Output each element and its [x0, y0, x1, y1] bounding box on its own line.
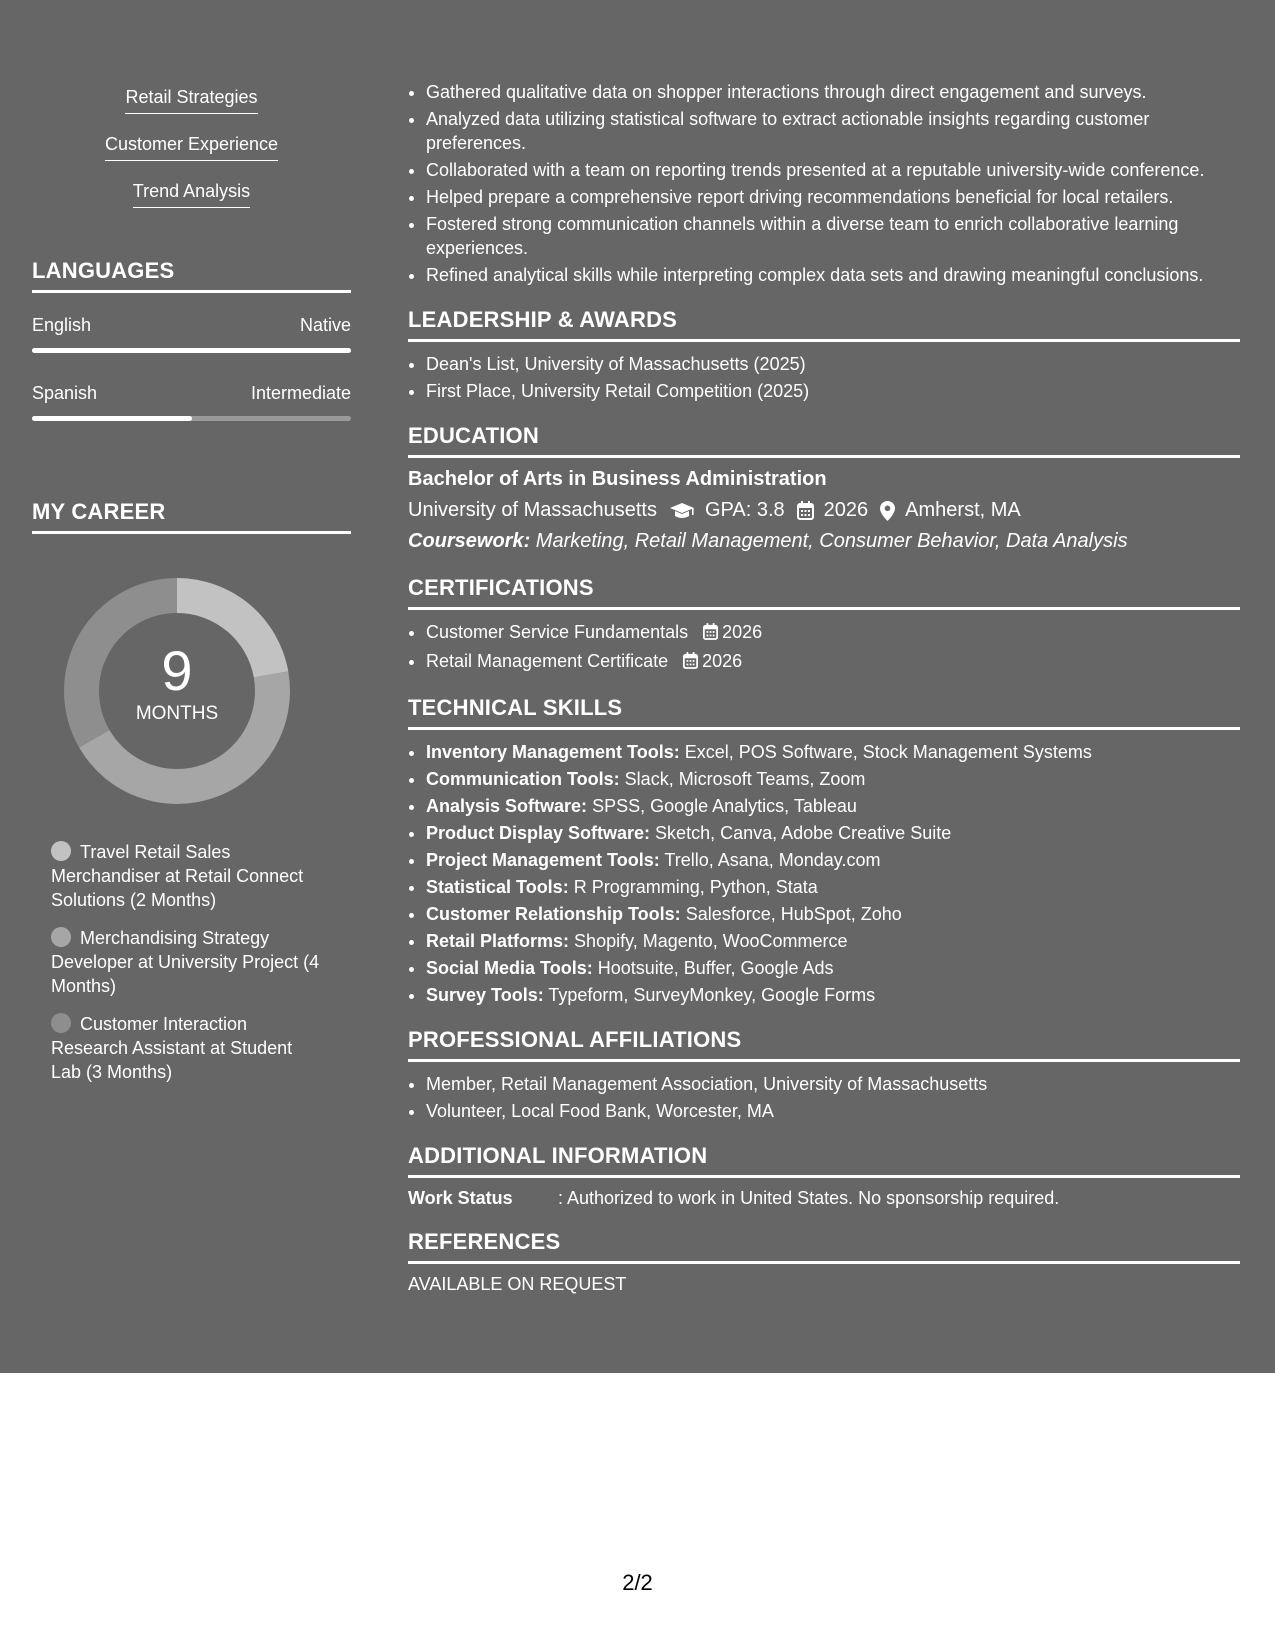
skill-label: Survey Tools:: [426, 985, 544, 1005]
experience-bullet: • Helped prepare a comprehensive report driving recommendations beneficial for local retailers.: [426, 185, 1240, 209]
technical-skills-heading: TECHNICAL SKILLS: [408, 695, 1240, 730]
career-total-unit: MONTHS: [135, 703, 219, 724]
certifications-heading: CERTIFICATIONS: [408, 575, 1240, 610]
work-status-row: [408, 1188, 1240, 1209]
skill-tag: Customer Experience: [105, 134, 278, 161]
skill-label: Inventory Management Tools:: [426, 742, 680, 762]
technical-skill-item: [426, 983, 1240, 1007]
skill-label: Analysis Software:: [426, 796, 588, 816]
certification-name: Retail Management Certificate: [426, 651, 669, 671]
location-pin-icon: [880, 501, 895, 521]
technical-skill-item: [426, 956, 1240, 980]
technical-skill-item: [426, 902, 1240, 926]
career-list: [51, 840, 351, 1084]
skill-label: Social Media Tools:: [426, 958, 593, 978]
legend-dot-icon: [51, 841, 71, 861]
technical-skill-item: [426, 740, 1240, 764]
technical-skills-list: [408, 740, 1240, 1007]
career-heading: MY CAREER: [32, 499, 351, 534]
certification-year: 2026: [722, 622, 763, 642]
skill-tags: [32, 82, 351, 223]
skill-label: Retail Platforms:: [426, 931, 570, 951]
experience-bullet: • Refined analytical skills while interpreting complex data sets and drawing meaningful conclusions.: [426, 263, 1240, 287]
technical-skill-item: [426, 767, 1240, 791]
references-heading: REFERENCES: [408, 1229, 1240, 1264]
skill-label: Statistical Tools:: [426, 877, 569, 897]
left-column: [32, 82, 351, 1098]
experience-bullet: • Analyzed data utilizing statistical software to extract actionable insights regarding customer preferences.: [426, 107, 1240, 155]
additional-info-heading: ADDITIONAL INFORMATION: [408, 1143, 1240, 1178]
donut-center: [62, 641, 292, 725]
language-bar-fill: [32, 348, 351, 353]
career-item: [51, 840, 321, 912]
language-name: English: [32, 315, 92, 335]
work-status-value: : Authorized to work in United States. No sponsorship required.: [558, 1188, 1060, 1208]
education-location: Amherst, MA: [905, 499, 1021, 521]
calendar-icon: [703, 622, 718, 646]
language-bar-fill: [32, 416, 192, 421]
leadership-item: • Dean's List, University of Massachusetts (2025): [426, 352, 1240, 376]
experience-bullet: • Gathered qualitative data on shopper interactions through direct engagement and surveys.: [426, 80, 1240, 104]
skill-value: Slack, Microsoft Teams, Zoom: [619, 769, 866, 789]
certification-item: [426, 649, 1240, 675]
skill-value: Excel, POS Software, Stock Management Systems: [679, 742, 1092, 762]
technical-skill-item: [426, 848, 1240, 872]
education-degree: Bachelor of Arts in Business Administration: [408, 468, 827, 490]
career-item-text: Travel Retail Sales Merchandiser at Retail Connect Solutions (2 Months): [51, 842, 304, 910]
skill-label: Product Display Software:: [426, 823, 651, 843]
languages-heading: LANGUAGES: [32, 258, 351, 293]
work-status-label: Work Status: [408, 1188, 513, 1208]
affiliation-item: • Member, Retail Management Association, University of Massachusetts: [426, 1072, 1240, 1096]
skill-value: Sketch, Canva, Adobe Creative Suite: [650, 823, 952, 843]
career-total-value: 9: [161, 639, 193, 702]
career-item: [51, 926, 321, 998]
language-bar: [32, 348, 351, 353]
technical-skill-item: [426, 821, 1240, 845]
affiliations-list: [408, 1072, 1240, 1123]
education-gpa: GPA: 3.8: [704, 499, 785, 521]
technical-skill-item: [426, 929, 1240, 953]
calendar-icon: [683, 651, 698, 675]
skill-value: Trello, Asana, Monday.com: [659, 850, 881, 870]
experience-bullet: • Fostered strong communication channels within a diverse team to enrich collaborative learning experiences.: [426, 212, 1240, 260]
technical-skill-item: [426, 794, 1240, 818]
leadership-list: [408, 352, 1240, 403]
language-level: Native: [299, 315, 351, 335]
language-item: [32, 383, 351, 421]
experience-bullets: [408, 80, 1240, 287]
references-text: AVAILABLE ON REQUEST: [408, 1274, 627, 1294]
certification-item: [426, 620, 1240, 646]
skill-label: Project Management Tools:: [426, 850, 660, 870]
leadership-item: • First Place, University Retail Competition (2025): [426, 379, 1240, 403]
skill-value: Hootsuite, Buffer, Google Ads: [592, 958, 834, 978]
language-bar: [32, 416, 351, 421]
language-level: Intermediate: [250, 383, 351, 403]
skill-label: Customer Relationship Tools:: [426, 904, 681, 924]
technical-skill-item: [426, 875, 1240, 899]
education-heading: EDUCATION: [408, 423, 1240, 458]
experience-bullet: • Collaborated with a team on reporting trends presented at a reputable university-wide conference.: [426, 158, 1240, 182]
education-year: 2026: [823, 499, 869, 521]
affiliations-heading: PROFESSIONAL AFFILIATIONS: [408, 1027, 1240, 1062]
affiliation-item: • Volunteer, Local Food Bank, Worcester, MA: [426, 1099, 1240, 1123]
skill-tag: Retail Strategies: [125, 87, 257, 114]
language-name: Spanish: [32, 383, 98, 403]
skill-value: Salesforce, HubSpot, Zoho: [680, 904, 902, 924]
career-item: [51, 1012, 321, 1084]
skill-value: Shopify, Magento, WooCommerce: [569, 931, 848, 951]
calendar-icon: [797, 501, 814, 520]
certification-name: Customer Service Fundamentals: [426, 622, 689, 642]
right-column: [408, 80, 1240, 1295]
language-item: [32, 315, 351, 353]
certification-year: 2026: [702, 651, 743, 671]
skill-label: Communication Tools:: [426, 769, 620, 789]
career-donut-chart: [62, 576, 292, 806]
skill-tag: Trend Analysis: [133, 181, 250, 208]
coursework-label: Coursework:: [408, 530, 531, 552]
legend-dot-icon: [51, 1013, 71, 1033]
graduation-cap-icon: [669, 502, 695, 520]
page-number: 2/2: [622, 1570, 653, 1595]
skill-value: Typeform, SurveyMonkey, Google Forms: [543, 985, 876, 1005]
skill-value: SPSS, Google Analytics, Tableau: [587, 796, 857, 816]
education-school: University of Massachusetts: [408, 499, 657, 521]
career-item-text: Customer Interaction Research Assistant at Student Lab (3 Months): [51, 1014, 293, 1082]
education-details: [408, 499, 1240, 522]
career-item-text: Merchandising Strategy Developer at University Project (4 Months): [51, 928, 320, 996]
education-coursework: [408, 530, 1240, 553]
coursework-text: Marketing, Retail Management, Consumer Behavior, Data Analysis: [530, 530, 1128, 552]
legend-dot-icon: [51, 927, 71, 947]
leadership-heading: LEADERSHIP & AWARDS: [408, 307, 1240, 342]
certifications-list: [408, 620, 1240, 675]
skill-value: R Programming, Python, Stata: [568, 877, 818, 897]
